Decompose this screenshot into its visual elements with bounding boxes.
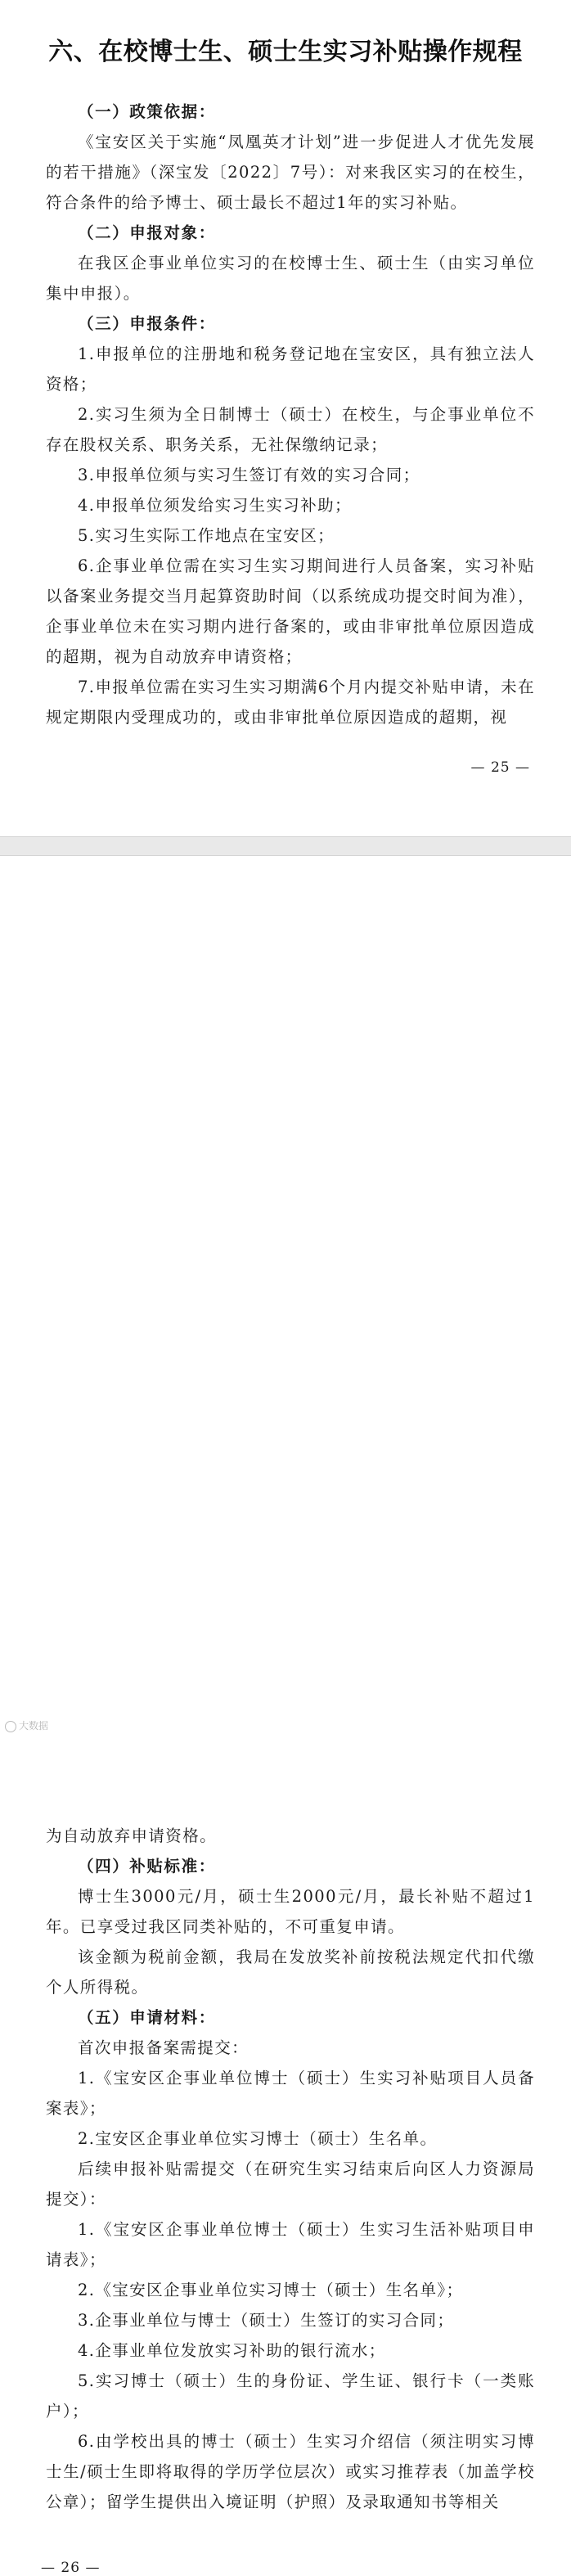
document-page-26 [0,856,571,2576]
paragraph: 《宝安区关于实施“凤凰英才计划”进一步促进人才优先发展的若干措施》（深宝发〔2022〕7号）：对来我区实习的在校生，符合条件的给予博士、硕士最长不超过1年的实习补贴。 [46,133,535,212]
page-25-body [46,97,535,732]
section-heading: （五）申请材料： [78,2008,216,2027]
page-gap [0,836,571,856]
section-heading: （一）政策依据： [78,102,216,121]
paragraph: 4.企事业单位发放实习补助的银行流水； [78,2341,386,2360]
section-heading: （四）补贴标准： [78,1857,216,1876]
paragraph: 1.《宝安区企事业单位博士（硕士）生实习生活补贴项目申请表》； [46,2220,535,2269]
watermark [5,1718,48,1732]
section-heading: （二）申报对象： [78,223,216,242]
paragraph: 为自动放弃申请资格。 [46,1826,218,1845]
document-page-25 [0,0,571,836]
paragraph: 2.《宝安区企事业单位实习博士（硕士）生名单》； [78,2281,464,2299]
paragraph: 5.实习生实际工作地点在宝安区； [78,526,335,545]
paragraph: 博士生3000元/月，硕士生2000元/月，最长补贴不超过1年。已享受过我区同类补贴的，不可重复申请。 [46,1887,535,1936]
watermark-icon [5,1721,16,1732]
section-heading: （三）申报条件： [78,314,216,333]
paragraph: 该金额为税前金额，我局在发放奖补前按税法规定代扣代缴个人所得税。 [46,1948,535,1997]
page-number-25: — 25 — [470,759,530,776]
paragraph: 后续申报补贴需提交（在研究生实习结束后向区人力资源局提交）： [46,2159,535,2209]
watermark-text: 大数据 [19,1720,49,1732]
paragraph: 首次申报备案需提交： [78,2038,250,2057]
document-title: 六、在校博士生、硕士生实习补贴操作规程 [48,38,523,66]
paragraph: 1.《宝安区企事业单位博士（硕士）生实习补贴项目人员备案表》； [46,2069,535,2118]
page-number-26: — 26 — [41,2560,101,2576]
paragraph: 7.申报单位需在实习生实习期满6个月内提交补贴申请，未在规定期限内受理成功的，或由非审批单位原因造成的超期，视 [46,678,535,727]
paragraph: 在我区企事业单位实习的在校博士生、硕士生（由实习单位集中申报）。 [46,254,535,303]
paragraph: 4.申报单位须发给实习生实习补助； [78,496,352,515]
paragraph: 3.申报单位须与实习生签订有效的实习合同； [78,466,420,484]
paragraph: 6.企事业单位需在实习生实习期间进行人员备案，实习补贴以备案业务提交当月起算资助时间（以系统成功提交时间为准），企事业单位未在实习期内进行备案的，或由非审批单位原因造成的超期，视为自动放弃申请资格； [46,556,535,666]
paragraph: 2.实习生须为全日制博士（硕士）在校生，与企事业单位不存在股权关系、职务关系，无社保缴纳记录； [46,405,535,454]
paragraph: 3.企事业单位与博士（硕士）生签订的实习合同； [78,2311,455,2330]
paragraph: 5.实习博士（硕士）生的身份证、学生证、银行卡（一类账户）； [46,2371,535,2421]
page-26-body [46,1821,535,2517]
paragraph: 6.由学校出具的博士（硕士）生实习介绍信（须注明实习博士生/硕士生即将取得的学历学位层次）或实习推荐表（加盖学校公章）；留学生提供出入境证明（护照）及录取通知书等相关 [46,2432,535,2511]
paragraph: 1.申报单位的注册地和税务登记地在宝安区，具有独立法人资格； [46,345,535,394]
paragraph: 2.宝安区企事业单位实习博士（硕士）生名单。 [78,2129,438,2148]
